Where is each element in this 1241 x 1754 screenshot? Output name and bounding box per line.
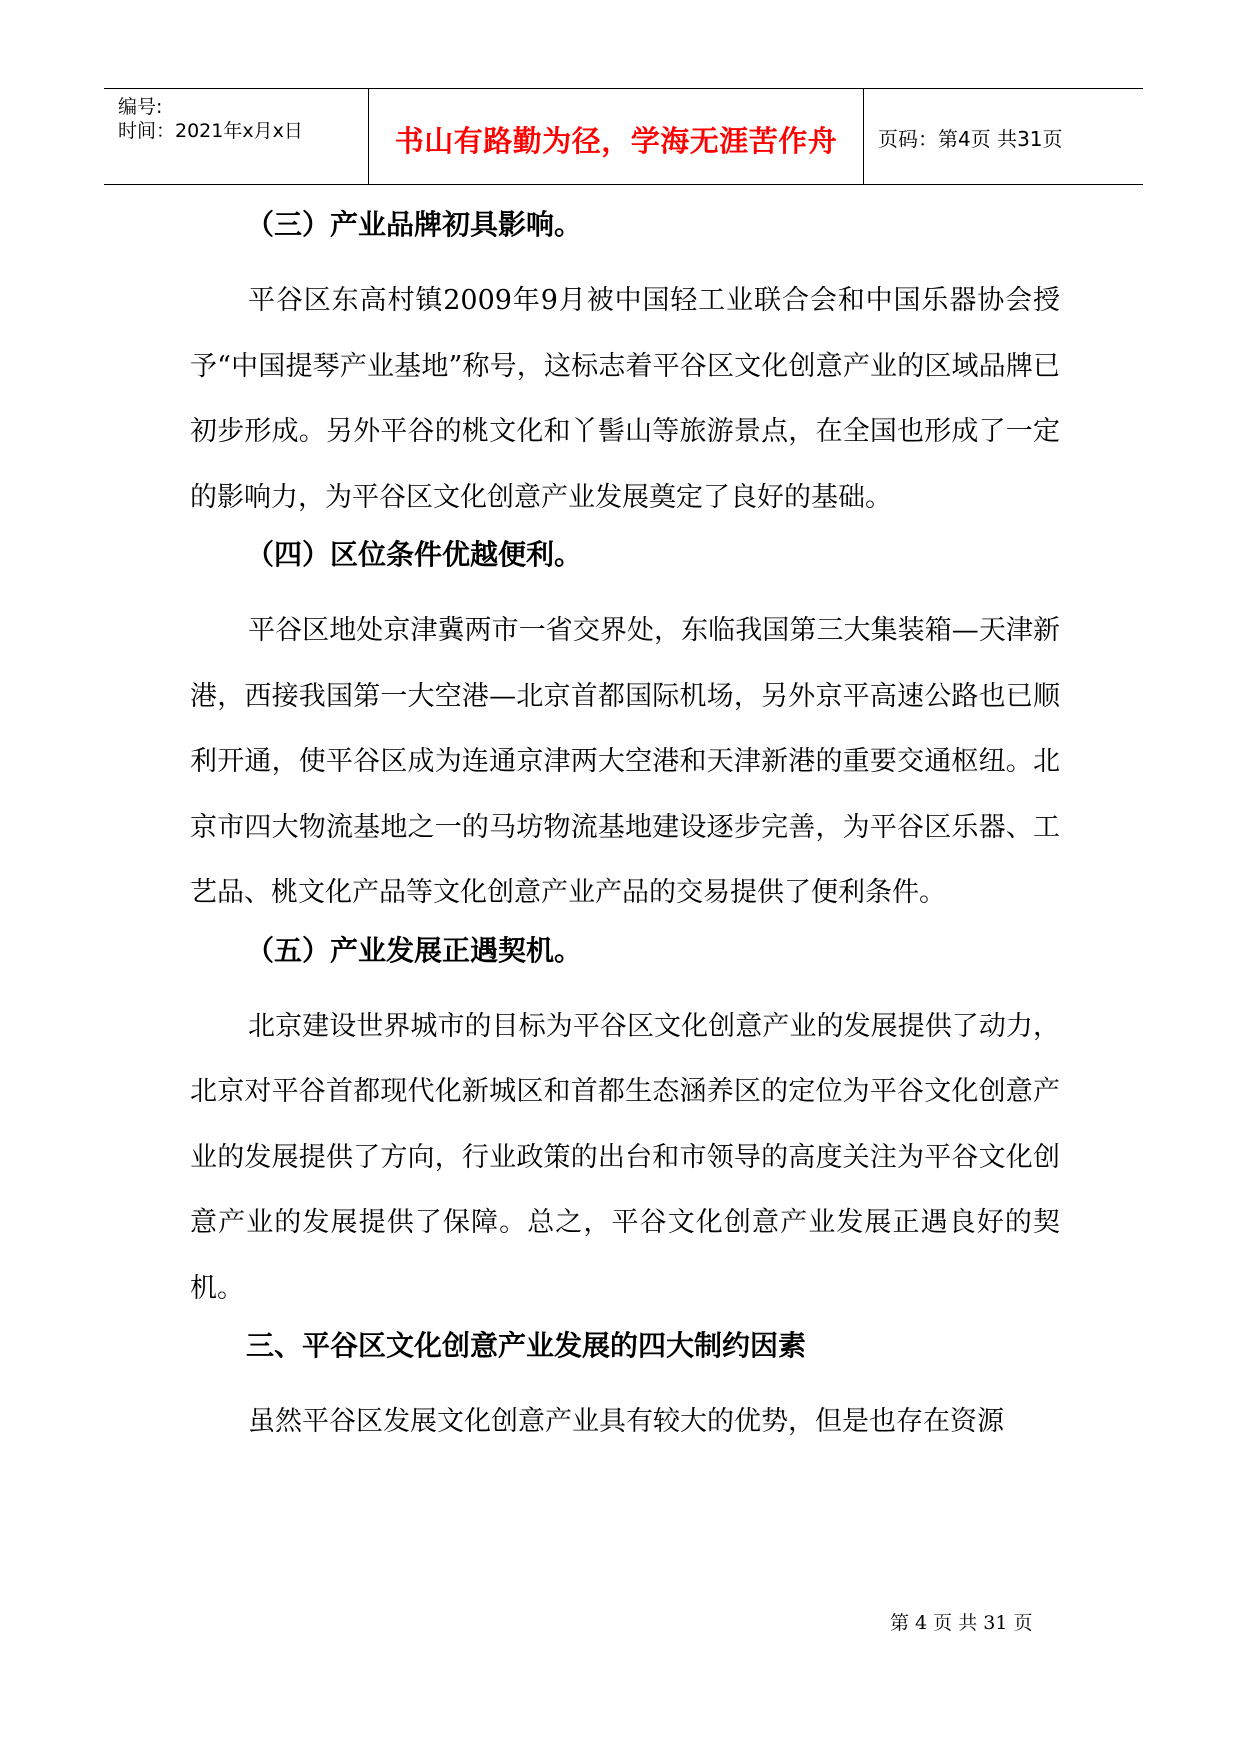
header-page-cell: [864, 89, 1143, 184]
page-header: [104, 88, 1143, 185]
section-heading: （四）区位条件优越便利。: [246, 538, 583, 571]
header-motto: 书山有路勤为径，学海无涯苦作舟: [394, 124, 838, 158]
header-meta-cell: [104, 89, 369, 184]
page-footer: 第 4 页 共 31 页: [890, 1612, 1033, 1634]
section-paragraph: 平谷区地处京津冀两市一省交界处，东临我国第三大集装箱—天津新港，西接我国第一大空港—北京首都国际机场，另外京平高速公路也已顺利开通，使平谷区成为连通京津两大空港和天津新港的重要交通枢纽。北京市四大物流基地之一的马坊物流基地建设逐步完善，为平谷区乐器、工艺品、桃文化产品等文化创意产业产品的交易提供了便利条件。: [190, 615, 1060, 908]
chapter-heading: 三、平谷区文化创意产业发展的四大制约因素: [246, 1329, 807, 1362]
section-paragraph: 平谷区东高村镇2009年9月被中国轻工业联合会和中国乐器协会授予“中国提琴产业基地”称号，这标志着平谷区文化创意产业的区域品牌已初步形成。另外平谷的桃文化和丫髻山等旅游景点，在全国也形成了一定的影响力，为平谷区文化创意产业发展奠定了良好的基础。: [190, 285, 1060, 513]
document-body: [190, 203, 1060, 1458]
header-page-info: 页码：第4页 共31页: [878, 127, 1063, 151]
header-motto-cell: [369, 89, 864, 184]
document-number-label: 编号:: [118, 96, 163, 118]
section-heading: （三）产业品牌初具影响。: [246, 208, 583, 241]
section-paragraph: 虽然平谷区发展文化创意产业具有较大的优势，但是也存在资源: [248, 1406, 1004, 1437]
section-heading: （五）产业发展正遇契机。: [246, 933, 583, 967]
document-time-label: 时间：2021年x月x日: [118, 120, 303, 142]
section-paragraph: 北京建设世界城市的目标为平谷区文化创意产业的发展提供了动力，北京对平谷首都现代化新城区和首都生态涵养区的定位为平谷文化创意产业的发展提供了方向，行业政策的出台和市领导的高度关注为平谷文化创意产业的发展提供了保障。总之，平谷文化创意产业发展正遇良好的契机。: [190, 1010, 1060, 1304]
